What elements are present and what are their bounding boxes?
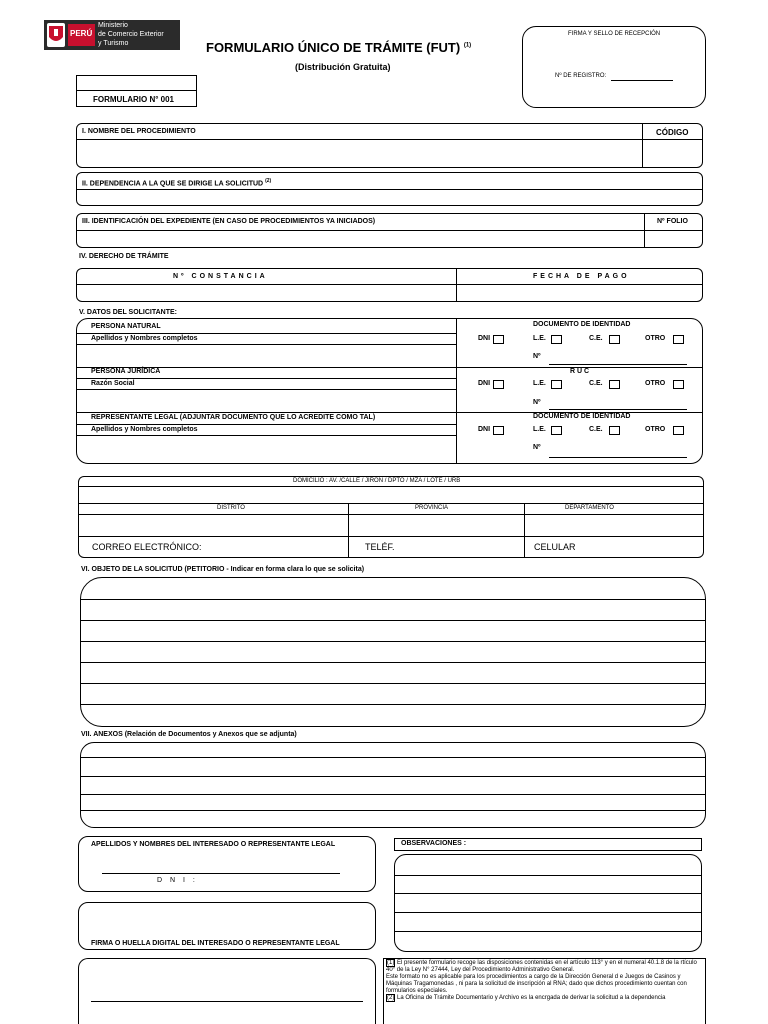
natural-otro-checkbox[interactable] <box>673 335 684 344</box>
footnote-2-number: (2) <box>387 995 395 1001</box>
fecha-pago-label: FECHA DE PAGO <box>533 273 630 280</box>
juridica-label: PERSONA JURÍDICA <box>91 368 161 375</box>
form-title: FORMULARIO ÚNICO DE TRÁMITE (FUT) <box>206 40 461 55</box>
section-derecho <box>76 268 703 302</box>
section-anexos[interactable] <box>80 742 706 828</box>
interesado-box <box>78 836 376 892</box>
rep-doc-label: DOCUMENTO DE IDENTIDAD <box>533 413 631 420</box>
expediente-field[interactable] <box>79 232 639 245</box>
logo-ministry-line2: de Comercio Exterior <box>98 31 164 38</box>
procedimiento-field[interactable] <box>79 141 639 165</box>
juridica-num-label: Nº <box>533 399 541 406</box>
reception-box <box>522 26 706 108</box>
registro-field[interactable] <box>611 80 673 81</box>
reception-title: FIRMA Y SELLO DE RECEPCIÓN <box>568 31 661 37</box>
dependencia-field[interactable] <box>79 191 699 204</box>
footnote-1-number: (1) <box>387 960 395 966</box>
rep-dni-checkbox[interactable] <box>493 426 504 435</box>
form-number: FORMULARIO N° 001 <box>93 95 174 104</box>
solicitante-label: V. DATOS DEL SOLICITANTE: <box>79 309 178 316</box>
natural-ce-label: C.E. <box>589 335 603 342</box>
observaciones-field[interactable] <box>394 854 702 952</box>
observaciones-label: OBSERVACIONES : <box>401 840 467 847</box>
telef-label: TELÉF. <box>365 542 395 552</box>
constancia-field[interactable] <box>79 286 453 299</box>
section-domicilio <box>78 476 704 558</box>
distrito-label: DISTRITO <box>217 505 245 511</box>
footnote-1 <box>386 960 703 974</box>
objeto-label: VI. OBJETO DE LA SOLICITUD (PETITORIO - Indicar en forma clara lo que se solicita) <box>81 566 365 573</box>
rep-otro-checkbox[interactable] <box>673 426 684 435</box>
natural-otro-label: OTRO <box>645 335 666 342</box>
logo-country: PERÚ <box>70 29 93 38</box>
peru-shield-icon <box>47 23 65 47</box>
rep-otro-label: OTRO <box>645 426 666 433</box>
constancia-label: Nº CONSTANCIA <box>173 273 268 280</box>
juridica-dni-checkbox[interactable] <box>493 380 504 389</box>
natural-dni-label: DNI <box>478 335 491 342</box>
domicilio-header: DOMICILIO : AV. /CALLE / JIRÓN / DPTO / MZA / LOTE / URB <box>293 478 461 484</box>
title-note: (1) <box>463 42 472 49</box>
rep-names-label: Apellidos y Nombres completos <box>91 426 198 433</box>
codigo-label: CÓDIGO <box>656 128 689 137</box>
section-solicitante <box>76 318 703 464</box>
footnote-2-text: La Oficina de Trámite Documentario y Archivo es la encrgada de derivar la solicitud a la dependencia <box>395 995 666 1001</box>
natural-num-field[interactable] <box>549 364 687 365</box>
footnotes-box <box>383 958 706 1024</box>
provincia-label: PROVINCIA <box>415 505 449 511</box>
juridica-num-field[interactable] <box>549 409 687 410</box>
distrito-field[interactable] <box>81 516 345 534</box>
interesado-dni-label: D N I : <box>157 877 198 884</box>
razon-label: Razón Social <box>91 380 135 387</box>
procedimiento-label: I. NOMBRE DEL PROCEDIMIENTO <box>82 128 196 135</box>
natural-ce-checkbox[interactable] <box>609 335 620 344</box>
natural-num-label: Nº <box>533 353 541 360</box>
ruc-label: R U C <box>570 368 590 375</box>
natural-le-checkbox[interactable] <box>551 335 562 344</box>
juridica-otro-label: OTRO <box>645 380 666 387</box>
observaciones-label-box <box>394 838 702 851</box>
folio-label: Nº FOLIO <box>657 218 688 225</box>
fecha-pago-field[interactable] <box>459 286 699 299</box>
juridica-ce-checkbox[interactable] <box>609 380 620 389</box>
firma-box[interactable] <box>78 902 376 950</box>
folio-field[interactable] <box>647 232 699 245</box>
juridica-dni-label: DNI <box>478 380 491 387</box>
juridica-le-label: L.E. <box>533 380 546 387</box>
interesado-names-field[interactable] <box>102 873 340 874</box>
natural-names-field[interactable] <box>79 346 453 365</box>
section-objeto[interactable] <box>80 577 706 727</box>
expediente-label: III. IDENTIFICACIÓN DEL EXPEDIENTE (EN CASO DE PROCEDIMIENTOS YA INICIADOS) <box>82 218 376 225</box>
rep-le-label: L.E. <box>533 426 546 433</box>
departamento-label: DEPARTAMENTO <box>565 505 614 511</box>
natural-label: PERSONA NATURAL <box>91 323 161 330</box>
juridica-ce-label: C.E. <box>589 380 603 387</box>
section-dependencia <box>76 172 703 206</box>
interesado-names-label: APELLIDOS Y NOMBRES DEL INTERESADO O REPRESENTANTE LEGAL <box>91 841 336 848</box>
celular-label: CELULAR <box>534 542 576 552</box>
dependencia-note: (2) <box>265 178 272 184</box>
section-expediente <box>76 213 703 248</box>
anexos-label: VII. ANEXOS (Relación de Documentos y Anexos que se adjunta) <box>81 731 297 738</box>
natural-le-label: L.E. <box>533 335 546 342</box>
codigo-field[interactable] <box>645 141 699 165</box>
section-procedimiento <box>76 123 703 168</box>
form-number-box <box>76 75 197 107</box>
juridica-le-checkbox[interactable] <box>551 380 562 389</box>
juridica-otro-checkbox[interactable] <box>673 380 684 389</box>
registro-label: Nº DE REGISTRO: <box>555 73 607 79</box>
rep-le-checkbox[interactable] <box>551 426 562 435</box>
correo-label: CORREO ELECTRÓNICO: <box>92 542 202 552</box>
footnote-1-text: El presente formulario recoge las disposiciones contenidas en el artículo 113° y en el numeral 40.1.8 de la rtículo 40° de la Ley N° 27444, Ley del Procedimiento Administrativo General. <box>386 960 697 973</box>
departamento-field[interactable] <box>527 516 699 534</box>
logo-ministry-line1: Ministerio <box>98 22 128 29</box>
rep-dni-label: DNI <box>478 426 491 433</box>
ministry-logo <box>44 20 180 50</box>
rep-ce-checkbox[interactable] <box>609 426 620 435</box>
rep-names-field[interactable] <box>79 437 453 459</box>
provincia-field[interactable] <box>351 516 521 534</box>
footnote-2 <box>386 995 703 1002</box>
logo-ministry-line3: y Turismo <box>98 40 129 47</box>
form-subtitle: (Distribución Gratuita) <box>295 62 391 72</box>
rep-num-label: Nº <box>533 444 541 451</box>
rep-ce-label: C.E. <box>589 426 603 433</box>
natural-dni-checkbox[interactable] <box>493 335 504 344</box>
domicilio-field[interactable] <box>81 488 700 502</box>
natural-doc-label: DOCUMENTO DE IDENTIDAD <box>533 321 631 328</box>
firma2-box[interactable] <box>78 958 376 1024</box>
razon-field[interactable] <box>79 391 453 410</box>
natural-names-label: Apellidos y Nombres completos <box>91 335 198 342</box>
footnote-1b-text: Este formato no es aplicable para los procedimientos a cargo de la Dirección General d e Juegos de Casinos y Máquinas Tragamonedas , ni para la solicitud de inscripción al RNA; dado que dichos procedimiento cuentan con formularios especiales. <box>386 974 687 994</box>
rep-label: REPRESENTANTE LEGAL (ADJUNTAR DOCUMENTO QUE LO ACREDITE COMO TAL) <box>91 414 376 421</box>
dependencia-label: II. DEPENDENCIA A LA QUE SE DIRIGE LA SOLICITUD <box>82 180 264 188</box>
derecho-label: IV. DERECHO DE TRÁMITE <box>79 253 169 260</box>
firma-label: FIRMA O HUELLA DIGITAL DEL INTERESADO O REPRESENTANTE LEGAL <box>91 940 340 947</box>
rep-num-field[interactable] <box>549 457 687 458</box>
